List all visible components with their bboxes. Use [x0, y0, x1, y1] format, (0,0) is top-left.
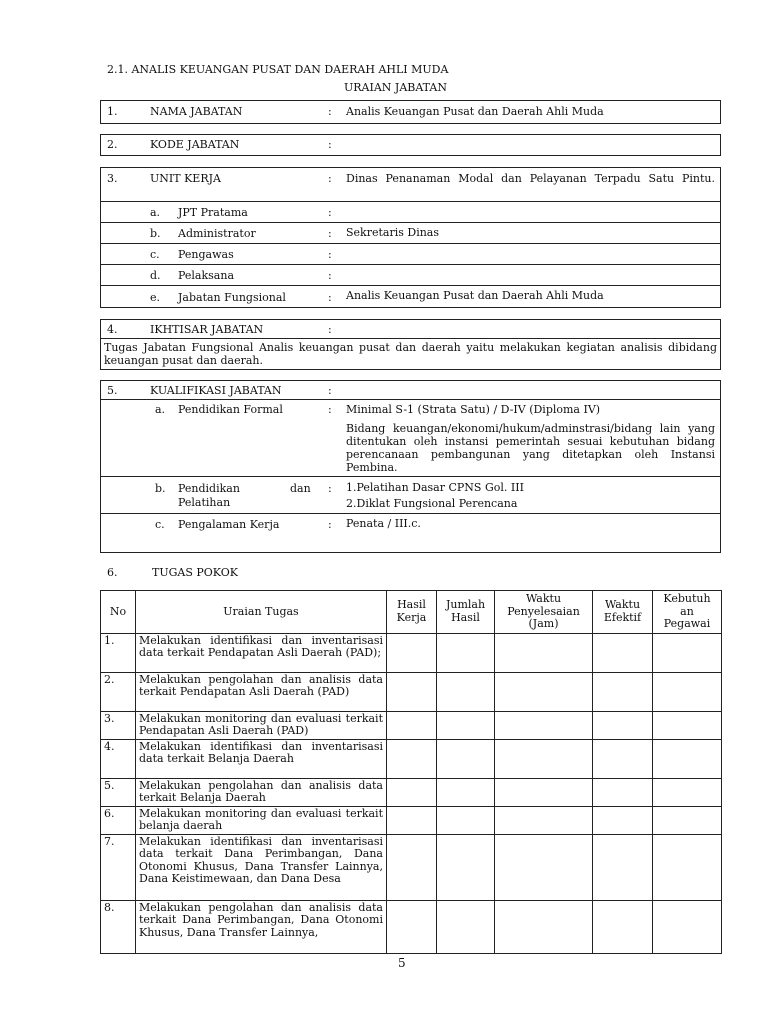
s5-b-value1: 1.Pelatihan Dasar CPNS Gol. III [346, 481, 524, 494]
cell-waktu-efektif [593, 900, 653, 953]
cell-kebutuhan-pegawai [653, 711, 722, 739]
cell-waktu-penyelesaian [495, 834, 593, 900]
row-task: Melakukan monitoring dan evaluasi terkait Pendapatan Asli Daerah (PAD) [136, 711, 387, 739]
row-no: 5. [101, 778, 136, 806]
divider [100, 243, 721, 244]
s1-label: NAMA JABATAN [150, 105, 243, 118]
cell-waktu-efektif [593, 711, 653, 739]
s3-d-label: Pelaksana [178, 269, 235, 282]
cell-jumlah-hasil [437, 739, 495, 778]
s3-d-letter: d. [150, 269, 161, 282]
cell-kebutuhan-pegawai [653, 834, 722, 900]
header-line: Jumlah [445, 598, 486, 612]
row-no: 4. [101, 739, 136, 778]
cell-jumlah-hasil [437, 806, 495, 834]
cell-jumlah-hasil [437, 834, 495, 900]
s5-c-letter: c. [155, 518, 165, 531]
cell-jumlah-hasil [437, 672, 495, 711]
s3-a-letter: a. [150, 206, 161, 219]
cell-kebutuhan-pegawai [653, 900, 722, 953]
row-no: 1. [101, 633, 136, 672]
cell-jumlah-hasil [437, 778, 495, 806]
table-row [101, 900, 722, 953]
s5-b-value2: 2.Diklat Fungsional Perencana [346, 497, 518, 510]
s5-colon: : [328, 384, 332, 397]
header-line: Efektif [603, 610, 642, 624]
cell-jumlah-hasil [437, 711, 495, 739]
s3-label: UNIT KERJA [150, 172, 221, 185]
header-line: Waktu [525, 592, 562, 605]
cell-waktu-penyelesaian [495, 739, 593, 778]
s2-label: KODE JABATAN [150, 138, 240, 151]
page-number: 5 [398, 956, 406, 970]
row-task: Melakukan pengolahan dan analisis data terkait Pendapatan Asli Daerah (PAD) [136, 672, 387, 711]
s3-a-colon: : [328, 206, 332, 219]
tugas-pokok-table [100, 590, 722, 954]
divider [100, 513, 721, 514]
uraian-jabatan-title: URAIAN JABATAN [344, 81, 447, 94]
cell-waktu-efektif [593, 834, 653, 900]
header-uraian-tugas: Uraian Tugas [136, 591, 387, 634]
s5-c-value: Penata / III.c. [346, 517, 421, 530]
s5-b-label1: Pendidikan [178, 482, 240, 495]
divider [100, 285, 721, 286]
s5-a-value1: Minimal S-1 (Strata Satu) / D-IV (Diploma IV) [346, 403, 601, 416]
header-line: Hasil [451, 610, 480, 624]
row-no: 8. [101, 900, 136, 953]
header-line: Kebutuh [663, 592, 711, 605]
s4-text: Tugas Jabatan Fungsional Analis keuangan pusat dan daerah yaitu melakukan kegiatan analisis dibidang keuangan pusat dan daerah. [104, 341, 717, 367]
s3-e-letter: e. [150, 291, 161, 304]
table-header-row [101, 591, 722, 634]
table-row [101, 739, 722, 778]
s5-b-letter: b. [155, 482, 166, 495]
s3-c-colon: : [328, 248, 332, 261]
s5-b-colon: : [328, 482, 332, 495]
s3-c-letter: c. [150, 248, 160, 261]
table-row [101, 806, 722, 834]
cell-kebutuhan-pegawai [653, 778, 722, 806]
cell-waktu-efektif [593, 739, 653, 778]
header-line: Pegawai [663, 617, 711, 630]
divider [100, 222, 721, 223]
header-no: No [101, 591, 136, 634]
s1-value: Analis Keuangan Pusat dan Daerah Ahli Muda [346, 105, 604, 118]
cell-waktu-penyelesaian [495, 672, 593, 711]
header-hasil-kerja [387, 591, 437, 634]
row-task: Melakukan identifikasi dan inventarisasi data terkait Dana Perimbangan, Dana Otonomi Khusus, Dana Transfer Lainnya, Dana Keistimewaan, dan Dana Desa [136, 834, 387, 900]
s2-colon: : [328, 138, 332, 151]
s5-b-label1b: dan [290, 482, 311, 495]
cell-waktu-penyelesaian [495, 711, 593, 739]
divider [100, 338, 721, 339]
table-row [101, 633, 722, 672]
header-line: an [680, 604, 694, 618]
cell-hasil-kerja [387, 672, 437, 711]
s4-label: IKHTISAR JABATAN [150, 323, 264, 336]
cell-hasil-kerja [387, 806, 437, 834]
cell-kebutuhan-pegawai [653, 672, 722, 711]
header-waktu-penyelesaian [495, 591, 593, 634]
row-no: 6. [101, 806, 136, 834]
row-no: 2. [101, 672, 136, 711]
s3-e-label: Jabatan Fungsional [178, 291, 286, 304]
s5-c-colon: : [328, 518, 332, 531]
s3-b-colon: : [328, 227, 332, 240]
header-line: (Jam) [528, 617, 559, 630]
header-kebutuhan-pegawai [653, 591, 722, 634]
s3-colon: : [328, 172, 332, 185]
header-line: Penyelesaian [507, 604, 580, 618]
s3-b-label: Administrator [178, 227, 256, 240]
cell-waktu-efektif [593, 778, 653, 806]
row-task: Melakukan monitoring dan evaluasi terkait belanja daerah [136, 806, 387, 834]
cell-hasil-kerja [387, 834, 437, 900]
s5-a-value2: Bidang keuangan/ekonomi/hukum/adminstrasi/bidang lain yang ditentukan oleh instansi pemerintah sesuai kebutuhan bidang perencanaan pembangunan yang ditetapkan oleh Instansi Pembina. [346, 422, 715, 474]
cell-waktu-penyelesaian [495, 633, 593, 672]
header-waktu-efektif [593, 591, 653, 634]
s3-a-label: JPT Pratama [178, 206, 248, 219]
table-row [101, 672, 722, 711]
cell-waktu-penyelesaian [495, 900, 593, 953]
table-row [101, 711, 722, 739]
cell-hasil-kerja [387, 778, 437, 806]
cell-kebutuhan-pegawai [653, 739, 722, 778]
s1-colon: : [328, 105, 332, 118]
s4-num: 4. [107, 323, 118, 336]
s5-num: 5. [107, 384, 118, 397]
cell-waktu-efektif [593, 633, 653, 672]
s2-num: 2. [107, 138, 118, 151]
table-row [101, 834, 722, 900]
s5-c-label: Pengalaman Kerja [178, 518, 280, 531]
s6-label: TUGAS POKOK [152, 566, 238, 579]
cell-hasil-kerja [387, 739, 437, 778]
cell-waktu-efektif [593, 672, 653, 711]
row-task: Melakukan pengolahan dan analisis data terkait Dana Perimbangan, Dana Otonomi Khusus, Dana Transfer Lainnya, [136, 900, 387, 953]
s5-a-letter: a. [155, 403, 166, 416]
s4-colon: : [328, 323, 332, 336]
header-line: Kerja [396, 610, 427, 624]
s1-num: 1. [107, 105, 118, 118]
cell-jumlah-hasil [437, 900, 495, 953]
header-line: Waktu [604, 598, 641, 612]
cell-hasil-kerja [387, 900, 437, 953]
s3-d-colon: : [328, 269, 332, 282]
cell-hasil-kerja [387, 633, 437, 672]
s5-a-colon: : [328, 403, 332, 416]
s3-c-label: Pengawas [178, 248, 234, 261]
s3-e-colon: : [328, 291, 332, 304]
cell-waktu-efektif [593, 806, 653, 834]
table-row [101, 778, 722, 806]
header-jumlah-hasil [437, 591, 495, 634]
cell-kebutuhan-pegawai [653, 633, 722, 672]
s5-b-label2: Pelatihan [178, 496, 231, 509]
s3-b-letter: b. [150, 227, 161, 240]
s3-e-value: Analis Keuangan Pusat dan Daerah Ahli Muda [346, 289, 604, 302]
s3-num: 3. [107, 172, 118, 185]
row-task: Melakukan identifikasi dan inventarisasi data terkait Belanja Daerah [136, 739, 387, 778]
divider [100, 264, 721, 265]
section-heading: 2.1. ANALIS KEUANGAN PUSAT DAN DAERAH AHLI MUDA [107, 63, 449, 76]
row-no: 3. [101, 711, 136, 739]
cell-waktu-penyelesaian [495, 806, 593, 834]
s3-b-value: Sekretaris Dinas [346, 226, 440, 239]
s3-value: Dinas Penanaman Modal dan Pelayanan Terpadu Satu Pintu. [346, 172, 715, 185]
s5-a-label: Pendidikan Formal [178, 403, 283, 416]
s5-label: KUALIFIKASI JABATAN [150, 384, 282, 397]
divider [100, 399, 721, 400]
row-no: 7. [101, 834, 136, 900]
s6-num: 6. [107, 566, 118, 579]
row-task: Melakukan identifikasi dan inventarisasi data terkait Pendapatan Asli Daerah (PAD); [136, 633, 387, 672]
cell-hasil-kerja [387, 711, 437, 739]
cell-jumlah-hasil [437, 633, 495, 672]
divider [100, 201, 721, 202]
cell-waktu-penyelesaian [495, 778, 593, 806]
cell-kebutuhan-pegawai [653, 806, 722, 834]
header-line: Hasil [397, 598, 426, 612]
divider [100, 476, 721, 477]
row-task: Melakukan pengolahan dan analisis data terkait Belanja Daerah [136, 778, 387, 806]
